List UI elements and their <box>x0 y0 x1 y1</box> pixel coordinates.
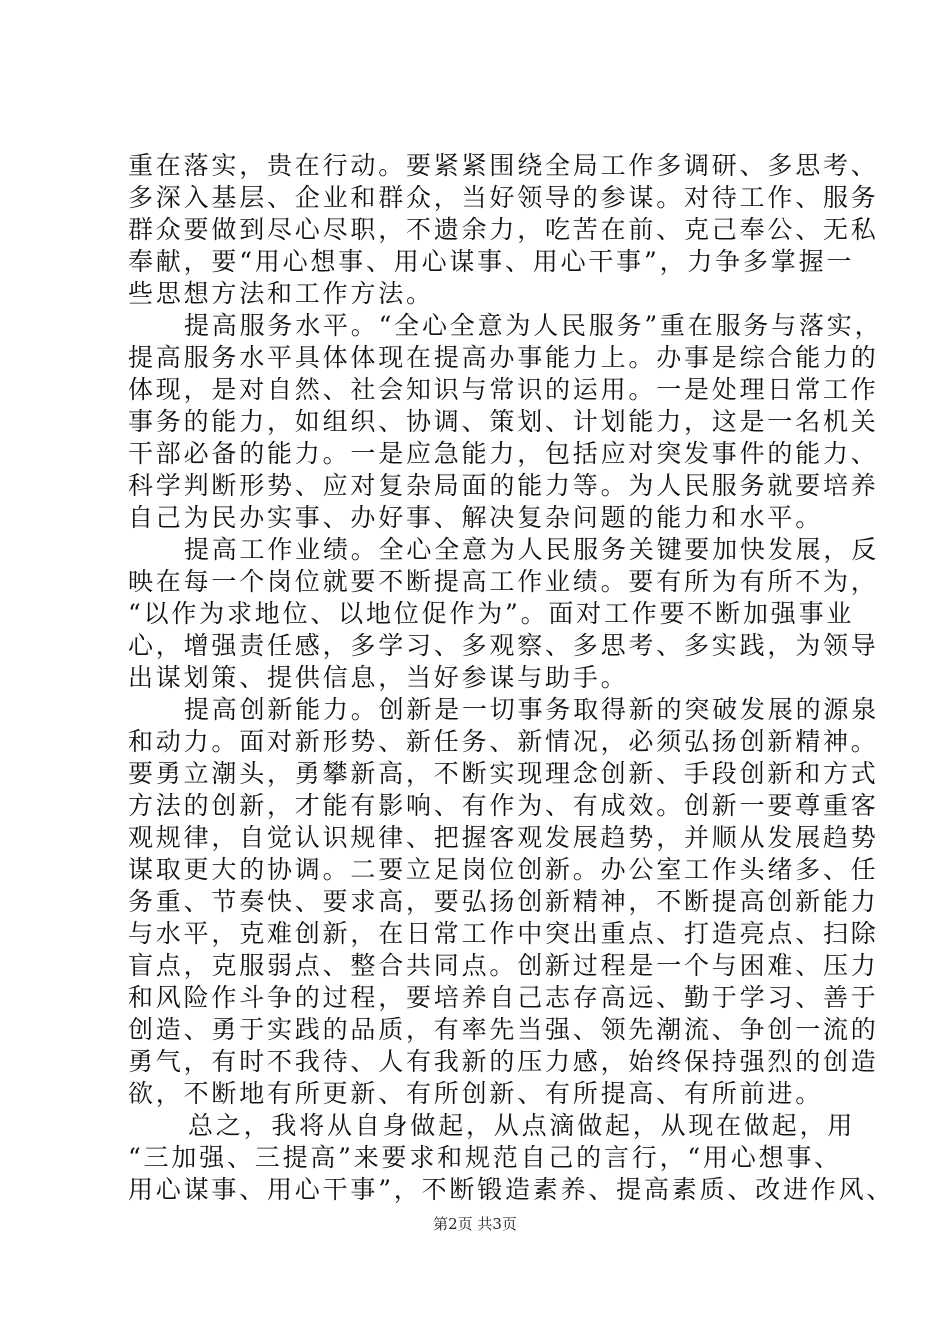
paragraph-start-line: 提高服务水平。“全心全意为人民服务”重在服务与落实， <box>184 311 883 340</box>
text-line: 出谋划策、提供信息，当好参谋与助手。 <box>128 663 629 692</box>
text-line: 和动力。面对新形势、新任务、新情况，必须弘扬创新精神。 <box>128 727 879 756</box>
text-line: 群众要做到尽心尽职，不遗余力，吃苦在前、克己奉公、无私 <box>128 215 879 244</box>
text-line: 和风险作斗争的过程，要培养自己志存高远、勤于学习、善于 <box>128 983 879 1012</box>
text-line: 奉献，要“用心想事、用心谋事、用心干事”，力争多掌握一 <box>128 247 855 276</box>
text-line: 与水平，克难创新，在日常工作中突出重点、打造亮点、扫除 <box>128 919 879 948</box>
text-line: 提高服务水平具体体现在提高办事能力上。办事是综合能力的 <box>128 343 879 372</box>
text-line: 映在每一个岗位就要不断提高工作业绩。要有所为有所不为， <box>128 567 879 596</box>
text-line: 观规律，自觉认识规律、把握客观发展趋势，并顺从发展趋势 <box>128 823 879 852</box>
text-line: 方法的创新，才能有影响、有作为、有成效。创新一要尊重客 <box>128 791 879 820</box>
paragraph-start-line: 提高创新能力。创新是一切事务取得新的突破发展的源泉 <box>184 695 880 724</box>
text-line: 务重、节奏快、要求高，要弘扬创新精神，不断提高创新能力 <box>128 887 879 916</box>
text-line: “三加强、三提高”来要求和规范自己的言行，“用心想事、 <box>128 1143 842 1172</box>
text-line: 干部必备的能力。一是应急能力，包括应对突发事件的能力、 <box>128 439 879 468</box>
text-line: 勇气，有时不我待、人有我新的压力感，始终保持强烈的创造 <box>128 1047 879 1076</box>
text-line: 欲，不断地有所更新、有所创新、有所提高、有所前进。 <box>128 1079 824 1108</box>
text-line: 谋取更大的协调。二要立足岗位创新。办公室工作头绪多、任 <box>128 855 879 884</box>
paragraph-start-line: 总之，我将从自身做起，从点滴做起，从现在做起，用 <box>188 1111 856 1140</box>
body-text <box>128 150 895 1206</box>
text-line: 科学判断形势、应对复杂局面的能力等。为人民服务就要培养 <box>128 471 879 500</box>
text-line: 盲点，克服弱点、整合共同点。创新过程是一个与困难、压力 <box>128 951 879 980</box>
text-line: 些思想方法和工作方法。 <box>128 279 434 308</box>
page-number-footer: 第2页 共3页 <box>433 1215 517 1233</box>
text-line: 事务的能力，如组织、协调、策划、计划能力，这是一名机关 <box>128 407 879 436</box>
text-line: 要勇立潮头，勇攀新高，不断实现理念创新、手段创新和方式 <box>128 759 879 788</box>
paragraph-start-line: 提高工作业绩。全心全意为人民服务关键要加快发展，反 <box>184 535 880 564</box>
text-line: 体现，是对自然、社会知识与常识的运用。一是处理日常工作 <box>128 375 879 404</box>
text-line: 多深入基层、企业和群众，当好领导的参谋。对待工作、服务 <box>128 183 879 212</box>
text-line: 自己为民办实事、办好事、解决复杂问题的能力和水平。 <box>128 503 824 532</box>
text-line: 创造、勇于实践的品质，有率先当强、领先潮流、争创一流的 <box>128 1015 879 1044</box>
text-line: 用心谋事、用心干事”，不断锻造素养、提高素质、改进作风、 <box>128 1175 895 1204</box>
text-line: 心，增强责任感，多学习、多观察、多思考、多实践，为领导 <box>128 631 879 660</box>
text-line: 重在落实，贵在行动。要紧紧围绕全局工作多调研、多思考、 <box>128 151 879 180</box>
text-line: “以作为求地位、以地位促作为”。面对工作要不断加强事业 <box>128 599 855 628</box>
